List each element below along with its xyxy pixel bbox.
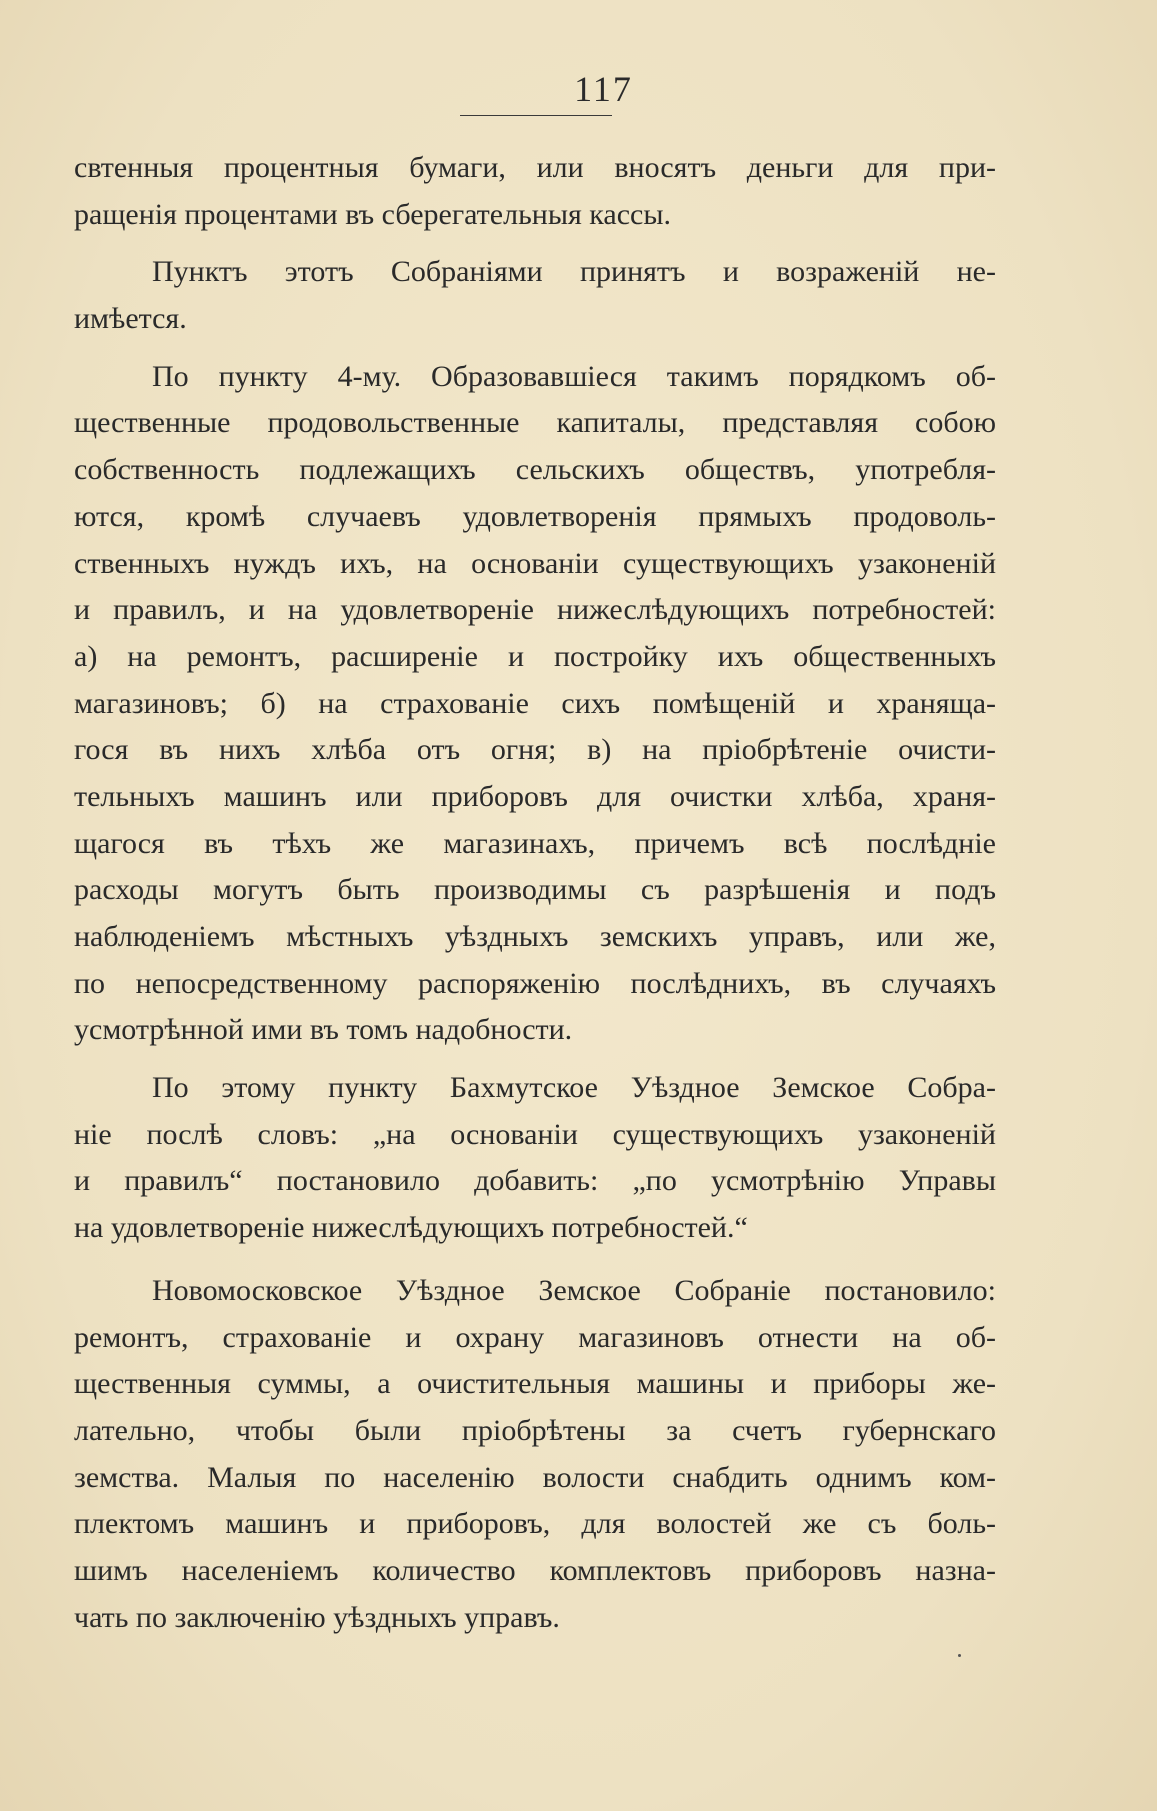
- text-line: шимъ населеніемъ количество комплектовъ приборовъ назна-: [74, 1553, 996, 1587]
- text-line: наблюденіемъ мѣстныхъ уѣздныхъ земскихъ управъ, или же,: [74, 920, 996, 953]
- text-line: ращенія процентами въ сберегательныя кассы.: [74, 197, 671, 231]
- paragraph-4: [74, 1065, 996, 1252]
- text-line: ремонтъ, страхованіе и охрану магазиновъ отнести на об-: [74, 1320, 996, 1354]
- text-line: По пункту 4-му. Образовавшіеся такимъ порядкомъ об-: [152, 359, 996, 393]
- text-line: ются, кромѣ случаевъ удовлетворенія прямыхъ продоволь-: [74, 499, 996, 533]
- print-speck: [958, 1654, 961, 1657]
- text-line: по непосредственному распоряженію послѣднихъ, въ случаяхъ: [74, 966, 996, 1000]
- text-line: щественные продовольственные капиталы, представляя собою: [74, 406, 996, 440]
- text-line: на удовлетвореніе нижеслѣдующихъ потребностей.“: [74, 1211, 748, 1245]
- paragraph-5: [74, 1268, 996, 1642]
- text-line: расходы могутъ быть производимы съ разрѣшенія и подъ: [74, 873, 996, 907]
- text-line: щагося въ тѣхъ же магазинахъ, причемъ всѣ послѣдніе: [74, 826, 996, 860]
- text-line: лательно, чтобы были пріобрѣтены за счетъ губернскаго: [74, 1413, 996, 1447]
- paragraph-1: [74, 145, 996, 238]
- text-line: гося въ нихъ хлѣба отъ огня; в) на пріобрѣтеніе очисти-: [74, 733, 996, 767]
- text-line: и правилъ“ постановило добавить: „по усмотрѣнію Управы: [74, 1164, 996, 1198]
- text-line: и правилъ, и на удовлетвореніе нижеслѣдующихъ потребностей:: [74, 593, 996, 627]
- header-rule: [460, 115, 612, 116]
- paragraph-2: [74, 249, 996, 342]
- text-line: ственныхъ нуждъ ихъ, на основаніи существующихъ узаконеній: [74, 546, 996, 580]
- text-line: плектомъ машинъ и приборовъ, для волостей же съ боль-: [74, 1507, 996, 1541]
- text-line: усмотрѣнной ими въ томъ надобности.: [74, 1013, 573, 1047]
- text-line: имѣется.: [74, 302, 187, 336]
- page-number: 117: [574, 69, 633, 109]
- paragraph-3: [74, 354, 996, 1054]
- text-line: земства. Малыя по населенію волости снабдить однимъ ком-: [74, 1460, 996, 1494]
- text-line: ніе послѣ словъ: „на основаніи существующихъ узаконеній: [74, 1117, 996, 1151]
- text-line: свтенныя процентныя бумаги, или вносятъ деньги для при-: [74, 151, 996, 184]
- text-line: чать по заключенію уѣздныхъ управъ.: [74, 1600, 560, 1634]
- text-line: тельныхъ машинъ или приборовъ для очистки хлѣба, храня-: [74, 779, 996, 813]
- text-line: а) на ремонтъ, расширеніе и постройку ихъ общественныхъ: [74, 639, 996, 673]
- body-text: [74, 145, 996, 1641]
- text-line: магазиновъ; б) на страхованіе сихъ помѣщеній и хранящa-: [74, 686, 996, 720]
- text-line: щественныя суммы, а очистительныя машины и приборы же-: [74, 1367, 996, 1401]
- text-line: По этому пункту Бахмутское Уѣздное Земское Собра-: [152, 1071, 996, 1105]
- text-line: Новомосковское Уѣздное Земское Собраніе постановило:: [152, 1273, 996, 1307]
- text-line: собственность подлежащихъ сельскихъ обществъ, употребля-: [74, 453, 996, 487]
- text-line: Пунктъ этотъ Собраніями принятъ и возраженій не-: [152, 255, 996, 289]
